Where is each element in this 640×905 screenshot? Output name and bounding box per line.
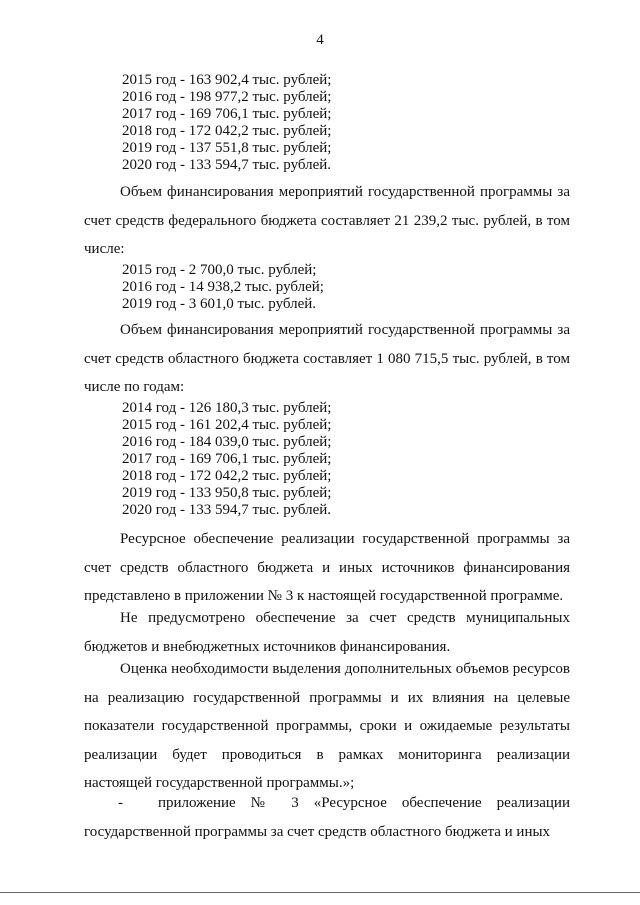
paragraph-resource-provision: Ресурсное обеспечение реализации государственной программы за счет средств областного бюджета и иных источников финансирования представлено в приложении № 3 к настоящей государственной программе. — [84, 531, 570, 604]
list-item: 2020 год - 133 594,7 тыс. рублей. — [122, 502, 332, 518]
list-item: 2016 год - 198 977,2 тыс. рублей; — [122, 89, 332, 105]
list-item: 2017 год - 169 706,1 тыс. рублей; — [122, 451, 332, 467]
page-number: 4 — [316, 32, 324, 48]
list-item: 2014 год - 126 180,3 тыс. рублей; — [122, 400, 332, 416]
list-item: 2017 год - 169 706,1 тыс. рублей; — [122, 106, 332, 122]
appendix-list-item — [84, 789, 570, 846]
yearly-funding-list-total — [122, 72, 331, 174]
list-item: 2016 год - 14 938,2 тыс. рублей; — [122, 279, 324, 295]
page-bottom-edge-line — [0, 892, 640, 893]
appendix-item-text: приложение № 3 «Ресурсное обеспечение реализации государственной программы за счет средств областного бюджета и иных — [84, 795, 570, 840]
yearly-funding-list-regional — [122, 400, 331, 519]
list-item: 2015 год - 161 202,4 тыс. рублей; — [122, 417, 332, 433]
list-item: 2015 год - 163 902,4 тыс. рублей; — [122, 72, 332, 88]
list-item: 2018 год - 172 042,2 тыс. рублей; — [122, 468, 332, 484]
list-item: 2020 год - 133 594,7 тыс. рублей. — [122, 157, 332, 173]
list-item: 2019 год - 137 551,8 тыс. рублей; — [122, 140, 332, 156]
list-item: 2016 год - 184 039,0 тыс. рублей; — [122, 434, 332, 450]
list-item: 2018 год - 172 042,2 тыс. рублей; — [122, 123, 332, 139]
yearly-funding-list-federal — [122, 262, 324, 313]
paragraph-municipal-budgets: Не предусмотрено обеспечение за счет средств муниципальных бюджетов и внебюджетных источников финансирования. — [84, 610, 570, 655]
list-item: 2019 год - 3 601,0 тыс. рублей. — [122, 296, 317, 312]
paragraph-assessment: Оценка необходимости выделения дополнительных объемов ресурсов на реализацию государственной программы и их влияния на целевые показатели государственной программы, сроки и ожидаемые результаты реализации будет проводиться в рамках мониторинга реализации настоящей государственной программы.»; — [84, 661, 570, 791]
paragraph-federal-budget: Объем финансирования мероприятий государственной программы за счет средств федерального бюджета составляет 21 239,2 тыс. рублей, в том числе: — [84, 184, 570, 257]
list-item: 2015 год - 2 700,0 тыс. рублей; — [122, 262, 317, 278]
list-dash: - — [118, 795, 123, 811]
paragraph-regional-budget: Объем финансирования мероприятий государственной программы за счет средств областного бюджета составляет 1 080 715,5 тыс. рублей, в том числе по годам: — [84, 322, 570, 395]
list-item: 2019 год - 133 950,8 тыс. рублей; — [122, 485, 332, 501]
